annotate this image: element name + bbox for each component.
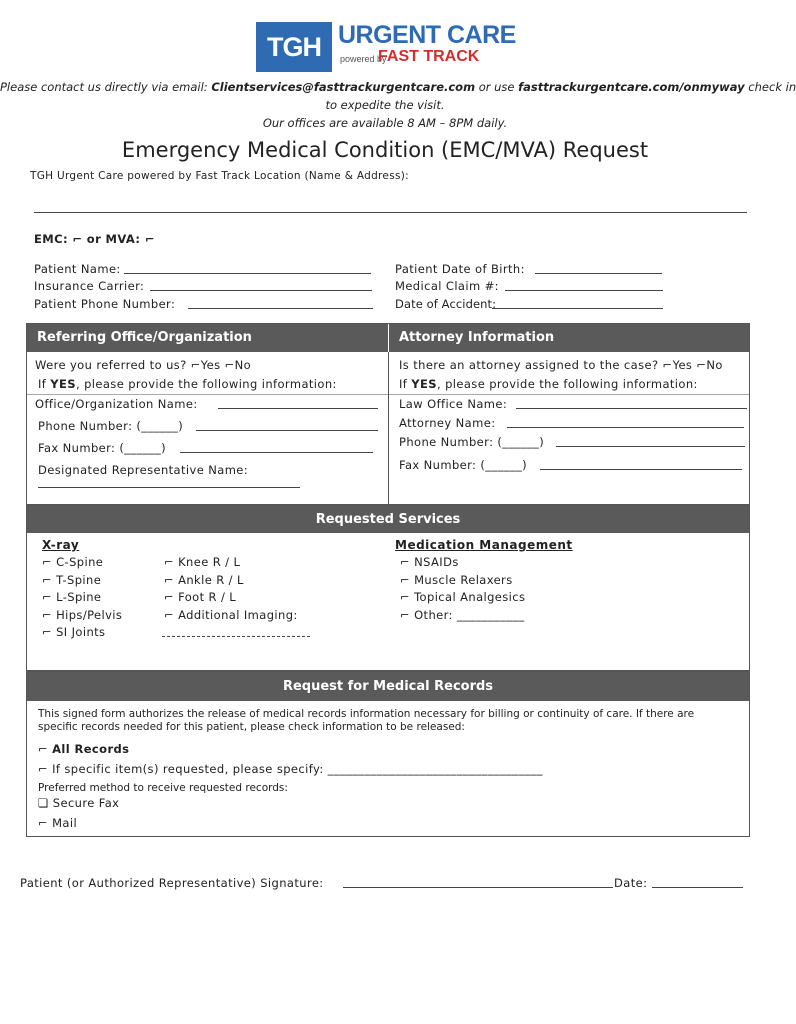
xray-option-1[interactable]: ⌐ T-Spine <box>42 572 102 587</box>
date-of-accident-field[interactable] <box>492 308 663 309</box>
logo-powered-by-text: powered by <box>340 54 387 64</box>
xray-option-4[interactable]: ⌐ SI Joints <box>42 625 106 639</box>
law-office-field[interactable] <box>516 408 747 409</box>
attorney-name-label: Attorney Name: <box>399 416 496 430</box>
referring-fax-label: Fax Number: (______) <box>38 441 167 455</box>
law-office-label: Law Office Name: <box>399 397 508 411</box>
patient-name-label: Patient Name: <box>34 262 121 276</box>
representative-field[interactable] <box>38 487 300 488</box>
contact-line-3: Our offices are available 8 AM – 8PM daily. <box>262 116 508 130</box>
location-label: TGH Urgent Care powered by Fast Track Location (Name & Address): <box>30 170 409 182</box>
additional-imaging-field[interactable] <box>162 636 310 637</box>
patient-phone-label: Patient Phone Number: <box>34 297 176 311</box>
representative-label: Designated Representative Name: <box>38 463 249 477</box>
xray-option-0[interactable]: ⌐ C-Spine <box>42 555 104 569</box>
attorney-fax-field[interactable] <box>540 469 742 470</box>
contact-url: fasttrackurgentcare.com/onmyway <box>518 80 745 94</box>
emc-mva-line[interactable]: EMC: ⌐ or MVA: ⌐ <box>34 232 155 246</box>
specific-items-option[interactable]: ⌐ If specific item(s) requested, please specify: ___________________________________ <box>38 762 543 776</box>
records-paragraph-line-2: specific records needed for this patient, please check information to be released: <box>38 721 465 733</box>
medication-option-0[interactable]: ⌐ NSAIDs <box>400 555 459 569</box>
preferred-method-label: Preferred method to receive requested records: <box>38 782 288 794</box>
medication-label: Medication Management <box>395 538 573 552</box>
secure-fax-option[interactable]: ❏ Secure Fax <box>38 796 120 810</box>
logo-urgent-care-text: URGENT CARE <box>338 21 516 49</box>
xray-option-b-3[interactable]: ⌐ Additional Imaging: <box>164 607 298 622</box>
attorney-phone-label: Phone Number: (______) <box>399 435 545 449</box>
records-paragraph-line-1: This signed form authorizes the release of medical records information necessary for billing or continuity of care. If there are <box>38 708 695 720</box>
insurance-carrier-label: Insurance Carrier: <box>34 279 145 293</box>
medical-claim-field[interactable] <box>505 290 663 291</box>
office-name-field[interactable] <box>218 408 378 409</box>
attorney-header: Attorney Information <box>399 330 555 345</box>
xray-option-b-2[interactable]: ⌐ Foot R / L <box>164 590 237 604</box>
date-label: Date: <box>614 876 648 890</box>
services-header: Requested Services <box>27 506 749 533</box>
referred-question[interactable]: Were you referred to us? ⌐Yes ⌐No <box>35 358 252 372</box>
mail-option[interactable]: ⌐ Mail <box>38 816 78 830</box>
signature-field[interactable] <box>343 887 613 888</box>
referring-phone-field[interactable] <box>196 430 378 431</box>
medication-option-3[interactable]: ⌐ Other: ___________ <box>400 607 525 622</box>
page-title: Emergency Medical Condition (EMC/MVA) Request <box>121 138 649 162</box>
attorney-question[interactable]: Is there an attorney assigned to the case? ⌐Yes ⌐No <box>399 358 723 372</box>
contact-line-2: to expedite the visit. <box>325 98 445 112</box>
attorney-divider <box>389 394 749 395</box>
dob-field[interactable] <box>535 273 662 274</box>
attorney-phone-field[interactable] <box>556 446 745 447</box>
signature-label: Patient (or Authorized Representative) Signature: <box>20 876 324 890</box>
logo-fast-track-text: FAST TRACK <box>378 48 480 65</box>
records-header: Request for Medical Records <box>27 672 749 701</box>
attorney-header-bar <box>389 324 749 352</box>
all-records-option[interactable]: ⌐ All Records <box>38 742 130 756</box>
date-of-accident-label: Date of Accident: <box>395 297 497 311</box>
attorney-name-field[interactable] <box>507 427 744 428</box>
contact-email: Clientservices@fasttrackurgentcare.com <box>211 80 476 94</box>
xray-label: X-ray <box>42 538 80 552</box>
logo-tgh-mark: TGH <box>256 22 332 72</box>
xray-option-3[interactable]: ⌐ Hips/Pelvis <box>42 607 123 622</box>
attorney-if-yes: If YES, please provide the following information: <box>399 377 698 391</box>
patient-name-field[interactable] <box>124 273 371 274</box>
referring-header: Referring Office/Organization <box>37 330 252 345</box>
office-name-label: Office/Organization Name: <box>35 397 198 411</box>
tgh-urgent-care-logo <box>256 21 516 72</box>
dob-label: Patient Date of Birth: <box>395 262 525 276</box>
xray-option-b-0[interactable]: ⌐ Knee R / L <box>164 555 241 569</box>
location-field[interactable] <box>34 212 747 213</box>
insurance-carrier-field[interactable] <box>150 290 372 291</box>
date-field[interactable] <box>652 887 743 888</box>
contact-line-1: Please contact us directly via email: Clientservices@fasttrackurgentcare.com or use fasttrackurgentcare.com/onmyway check in <box>0 80 796 94</box>
medication-option-1[interactable]: ⌐ Muscle Relaxers <box>400 572 513 587</box>
attorney-fax-label: Fax Number: (______) <box>399 458 528 472</box>
column-divider <box>388 352 389 504</box>
referring-header-bar <box>27 324 388 352</box>
medication-option-2[interactable]: ⌐ Topical Analgesics <box>400 590 526 604</box>
xray-option-b-1[interactable]: ⌐ Ankle R / L <box>164 572 244 587</box>
xray-option-2[interactable]: ⌐ L-Spine <box>42 590 102 604</box>
referring-divider <box>27 394 388 395</box>
patient-phone-field[interactable] <box>188 308 373 309</box>
medical-claim-label: Medical Claim #: <box>395 279 499 293</box>
referring-fax-field[interactable] <box>180 452 373 453</box>
referring-if-yes: If YES, please provide the following information: <box>38 377 337 391</box>
referring-phone-label: Phone Number: (______) <box>38 419 184 433</box>
